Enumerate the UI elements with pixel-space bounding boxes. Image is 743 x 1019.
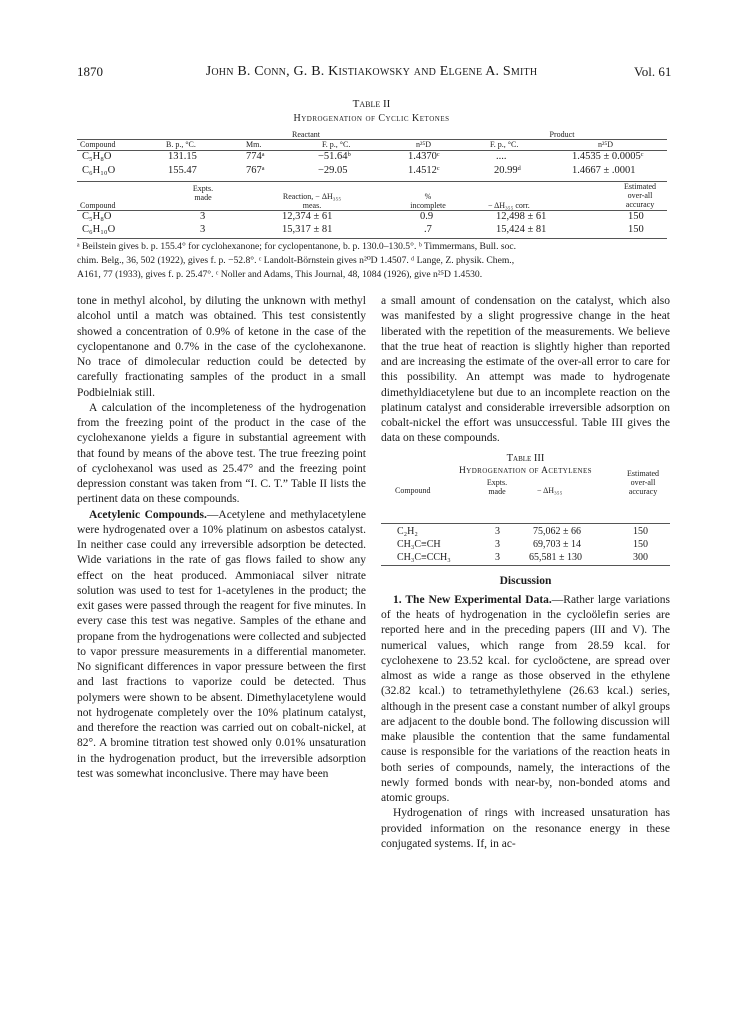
table-cell: 150 bbox=[633, 525, 648, 537]
table2-h2-reaction: Reaction, − ΔH₃₅₅ meas. bbox=[282, 192, 342, 210]
right-column bbox=[381, 294, 670, 852]
table-cell: C₂H₂ bbox=[397, 525, 418, 537]
table-cell: 150 bbox=[628, 224, 644, 235]
table-cell: 3 bbox=[495, 538, 500, 550]
rule bbox=[77, 181, 667, 182]
table3-h-expts: Expts. made bbox=[486, 477, 508, 496]
table3-title: Table III bbox=[506, 452, 545, 464]
rule bbox=[381, 565, 670, 566]
table2-group-reactant: Reactant bbox=[292, 130, 320, 139]
table-cell: C₆H₁₀O bbox=[82, 165, 116, 176]
section-heading-acetylenic: Acetylenic Compounds. bbox=[89, 508, 207, 521]
table2-footnote-1: ᵃ Beilstein gives b. p. 155.4° for cyclohexanone; for cyclopentanone, b. p. 130.0–130.5°. ᵇ Timmermans, Bull. soc. bbox=[77, 241, 517, 252]
paragraph: tone in methyl alcohol, by diluting the unknown with methyl alcohol until a match was obtained. This test consistently showed a concentration of 0.9% of ketone in the case of the cyclopentanone and 0.7% in the case of the cyclohexanone. No trace of dimolecular reduction could be detected by carefully fractionating samples of the product in a small Podbielniak still. bbox=[77, 295, 366, 399]
paragraph-text: —Acetylene and methylacetylene were hydrogenated over a 10% platinum on asbestos catalyst. In neither case could any irreversible adsorption be detected. Wide variations in the rate of gas flows failed to show any effect on the heat produced. Ammoniacal silver nitrate solution was used to test for 1-acetylenes in the product; the exit gases were passed through the reagent for five minutes. In every case this test was negative. Samples of the ethane and propane from the hydrogenations were collected and subjected to vapor pressure measurements in a differential manometer. No significant differences in vapor pressure between the first and last fractions to vaporize could be detected. Thus polymers were shown to be absent. Dimethylacetylene would not hydrogenate completely over the 10% platinum catalyst, and therefore the reaction was carried out on cobalt-nickel, at 82°. A bromine titration test showed only 0.01% unsaturation in the hydrogenation product, but the irreversible adsorption test was somewhat inconclusive. There may have been bbox=[77, 508, 366, 780]
paragraph: Hydrogenation of rings with increased unsaturation has provided information on the resonance energy in these conjugated systems. If, in ac- bbox=[381, 807, 670, 850]
table2-footnote-2: chim. Belg., 36, 502 (1922), gives f. p. −52.8°. ᶜ Landolt-Börnstein gives n²⁰D 1.4507. ᵈ Lange, Z. physik. Chem., bbox=[77, 255, 515, 266]
table-cell: 300 bbox=[633, 551, 648, 563]
table-cell: 1.4535 ± 0.0005ᶜ bbox=[572, 151, 644, 162]
running-header-authors: John B. Conn, G. B. Kistiakowsky and Elgene A. Smith bbox=[205, 64, 538, 79]
paragraph-text: —Rather large variations of the heats of hydrogenation in the cycloölefin series are reported here and in the preceding papers (III and V). The numerical values, which range from 28.59 kcal. for cyclohexene to 23.52 kcal. for cycloöctene, are spread over almost as wide a range as those observed in the ethylene (32.82 kcal.) to tetramethylethylene (26.63 kcal.) series, although in the present case a constant number of alkyl groups are adjacent to the double bond. The following discussion will make plausible the contention that the same fundamental cause is responsible for the variations of the reaction heats in both series of compounds, namely, the interactions of the newly formed bonds with near-by, non-bonded atoms and atomic groups. bbox=[381, 593, 671, 804]
table-cell: 0.9 bbox=[420, 211, 434, 222]
table-cell: 20.99ᵈ bbox=[494, 165, 521, 176]
table2-group-product: Product bbox=[549, 130, 575, 139]
table-cell: 3 bbox=[200, 224, 206, 235]
table-cell: 131.15 bbox=[168, 151, 197, 162]
table-cell: 1.4512ᶜ bbox=[408, 165, 440, 176]
table2-footnote-3: A161, 77 (1933), gives f. p. 25.47°. ᶜ Noller and Adams, This Journal, 48, 1084 (1926), give n²⁵D 1.4530. bbox=[77, 269, 483, 280]
table-cell: C₅H₈O bbox=[82, 211, 112, 222]
table-cell: 65,581 ± 130 bbox=[529, 551, 582, 563]
table-cell: −51.64ᵇ bbox=[318, 151, 351, 162]
table2-h2-incomplete: % incomplete bbox=[410, 192, 446, 210]
table3-h-accuracy: Estimated over-all accuracy bbox=[627, 468, 659, 496]
table3 bbox=[381, 447, 670, 523]
table2-h-prod-nd: n²⁵D bbox=[598, 140, 613, 149]
table-cell: 15,424 ± 81 bbox=[496, 224, 547, 235]
page-number: 1870 bbox=[77, 64, 103, 79]
table2-h-nd: n²⁵D bbox=[416, 140, 431, 149]
table2-title: Table II bbox=[352, 98, 391, 110]
paragraph bbox=[77, 508, 366, 783]
table-cell: .7 bbox=[424, 224, 432, 235]
table2-h2-corr: − ΔH₃₅₅ corr. bbox=[488, 201, 530, 210]
paragraph: a small amount of condensation on the catalyst, which also was manifested by a slight progressive change in the heat liberated with the repetition of the measurements. We believe that the true heat of reaction is slightly higher than reported and are increasing the estimate of the over-all error to care for this possibility. An attempt was made to hydrogenate dimethyldiacetylene but due to an incomplete reaction on the platinum catalyst and considerable irreversible adsorption on cobalt-nickel the effort was unsuccessful. Table III gives the data on these compounds. bbox=[381, 295, 670, 445]
table3-h-dh: − ΔH₃₅₅ bbox=[537, 485, 563, 495]
table2-h-compound: Compound bbox=[80, 140, 116, 149]
table-cell: 1.4667 ± .0001 bbox=[572, 165, 636, 176]
table2-h-bp: B. p., °C. bbox=[166, 140, 196, 149]
table2-h2-accuracy: Estimated over-all accuracy bbox=[624, 182, 656, 209]
table-cell: 150 bbox=[628, 211, 644, 222]
table-cell: 12,498 ± 61 bbox=[496, 211, 547, 222]
rule bbox=[77, 238, 667, 239]
table-cell: C₅H₈O bbox=[82, 151, 112, 162]
table-cell: C₆H₁₀O bbox=[82, 224, 116, 235]
table-cell: .... bbox=[496, 151, 507, 162]
table-cell: CH₃C≡CCH₃ bbox=[397, 551, 451, 563]
table-cell: 3 bbox=[200, 211, 206, 222]
volume-label: Vol. 61 bbox=[634, 64, 672, 79]
table-cell: 774ᵃ bbox=[246, 151, 265, 162]
table2-h-fp: F. p., °C. bbox=[322, 140, 351, 149]
table2-h2-expts: Expts. made bbox=[192, 184, 214, 202]
table-cell: 1.4370ᶜ bbox=[408, 151, 440, 162]
table3-subtitle: Hydrogenation of Acetylenes bbox=[459, 465, 592, 476]
table-cell: 69,703 ± 14 bbox=[533, 538, 581, 550]
table-cell: 150 bbox=[633, 538, 648, 550]
left-column bbox=[77, 294, 366, 782]
table-cell: 155.47 bbox=[168, 165, 197, 176]
table-cell: 15,317 ± 81 bbox=[282, 224, 333, 235]
table2-h-mm: Mm. bbox=[246, 140, 262, 149]
table-cell: 3 bbox=[495, 525, 500, 537]
rule bbox=[381, 523, 670, 524]
rule bbox=[77, 210, 667, 211]
paragraph: A calculation of the incompleteness of the hydrogenation from the freezing point of the product in the case of the cyclohexanone yields a figure in substantial agreement with that found by means of the above test. The true freezing point of cyclohexanol was used as 25.47° and the freezing point depression constant was taken from “I. C. T.” Table II lists the pertinent data on these compounds. bbox=[77, 401, 366, 506]
table2 bbox=[0, 0, 743, 260]
table2-h-prod-fp: F. p., °C. bbox=[490, 140, 519, 149]
table-cell: 767ᵃ bbox=[246, 165, 265, 176]
table3-body bbox=[381, 523, 670, 571]
table-cell: CH₃C≡CH bbox=[397, 538, 441, 550]
section-heading-new-data: 1. The New Experimental Data. bbox=[393, 593, 552, 606]
table-cell: 75,062 ± 66 bbox=[533, 525, 581, 537]
table2-h2-compound: Compound bbox=[80, 201, 116, 210]
table-cell: −29.05 bbox=[318, 165, 348, 176]
table3-h-compound: Compound bbox=[395, 485, 431, 495]
discussion-heading: Discussion bbox=[499, 574, 552, 587]
table-cell: 3 bbox=[495, 551, 500, 563]
table-cell: 12,374 ± 61 bbox=[282, 211, 333, 222]
paragraph bbox=[381, 593, 670, 807]
table2-subtitle: Hydrogenation of Cyclic Ketones bbox=[293, 113, 450, 124]
